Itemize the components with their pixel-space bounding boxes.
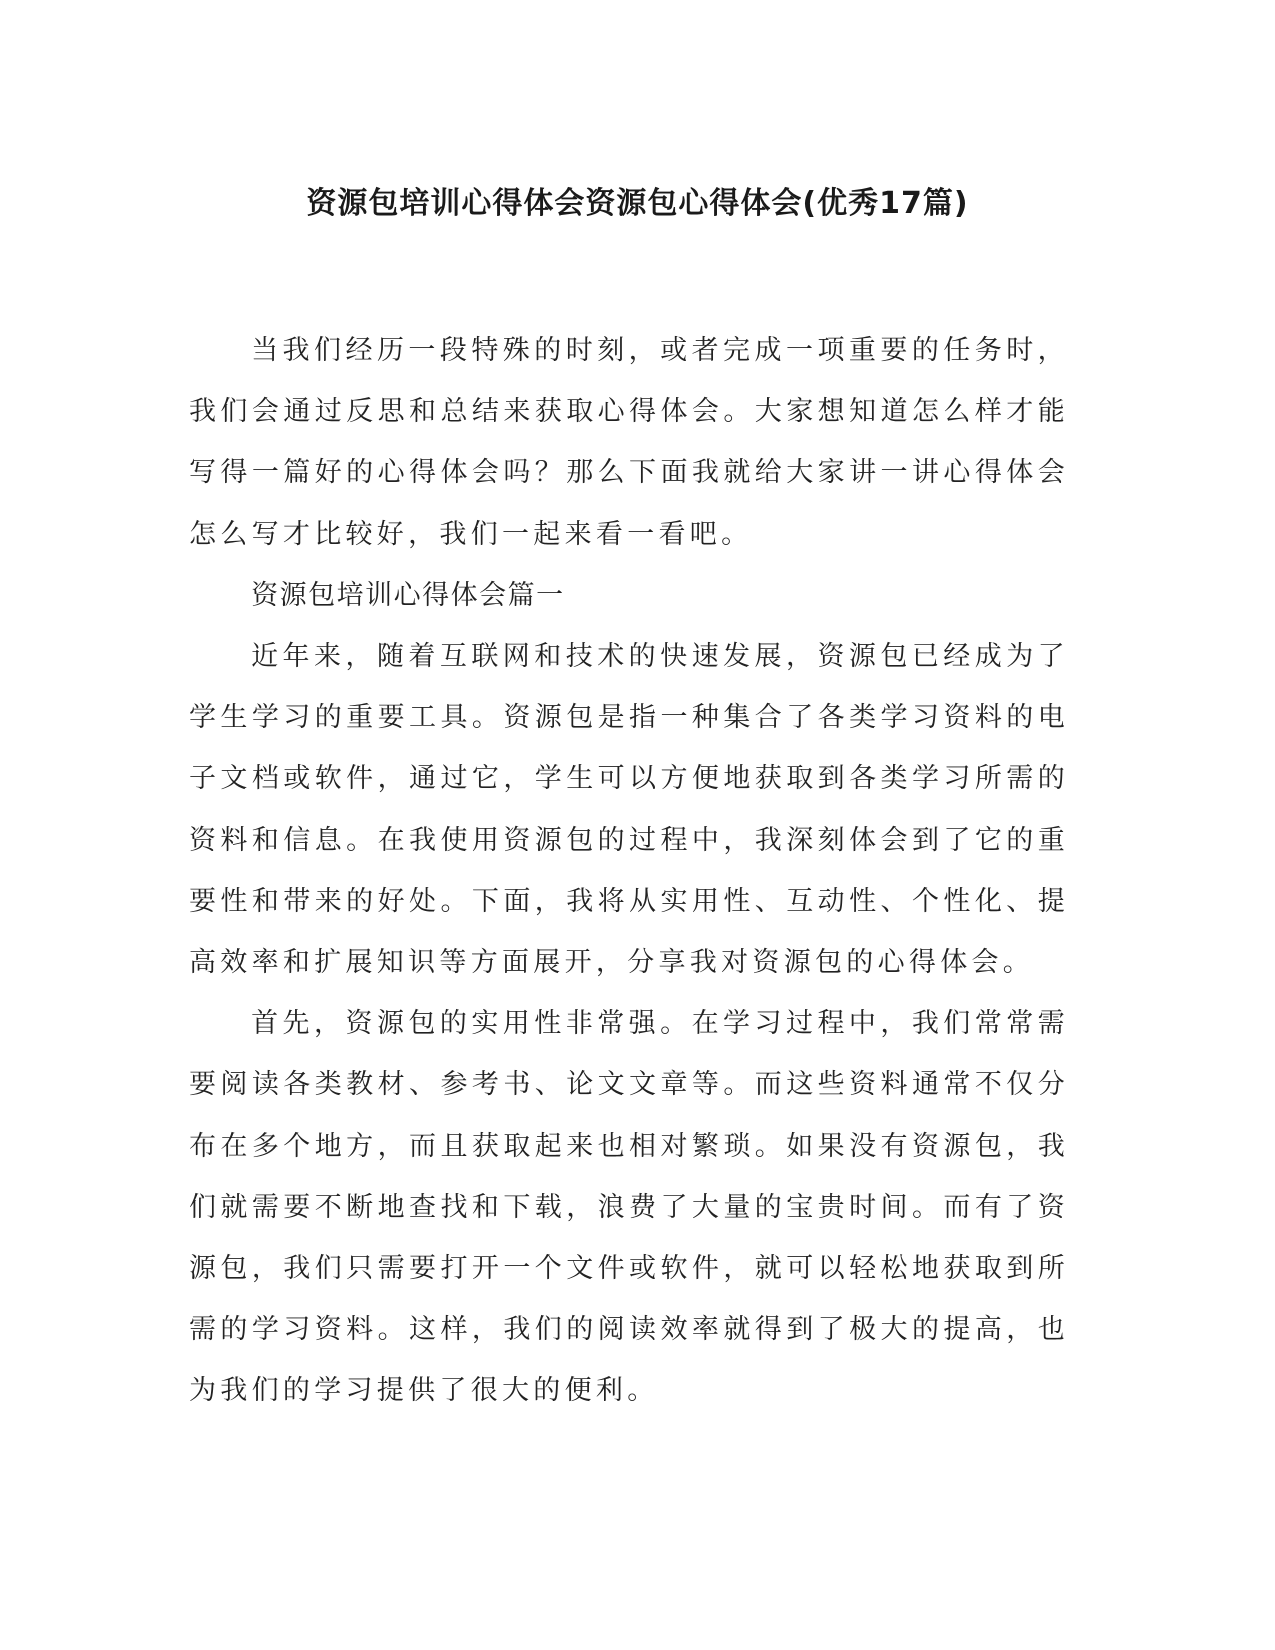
document-body (189, 320, 1069, 1422)
intro-paragraph: 当我们经历一段特殊的时刻，或者完成一项重要的任务时，我们会通过反思和总结来获取心得体会。大家想知道怎么样才能写得一篇好的心得体会吗？那么下面我就给大家讲一讲心得体会怎么写才比较好，我们一起来看一看吧。 (189, 335, 1069, 550)
body-paragraph: 近年来，随着互联网和技术的快速发展，资源包已经成为了学生学习的重要工具。资源包是指一种集合了各类学习资料的电子文档或软件，通过它，学生可以方便地获取到各类学习所需的资料和信息。在我使用资源包的过程中，我深刻体会到了它的重要性和带来的好处。下面，我将从实用性、互动性、个性化、提高效率和扩展知识等方面展开，分享我对资源包的心得体会。 (189, 641, 1069, 979)
body-paragraph: 首先，资源包的实用性非常强。在学习过程中，我们常常需要阅读各类教材、参考书、论文文章等。而这些资料通常不仅分布在多个地方，而且获取起来也相对繁琐。如果没有资源包，我们就需要不断地查找和下载，浪费了大量的宝贵时间。而有了资源包，我们只需要打开一个文件或软件，就可以轻松地获取到所需的学习资料。这样，我们的阅读效率就得到了极大的提高，也为我们的学习提供了很大的便利。 (189, 1008, 1069, 1407)
document-title: 资源包培训心得体会资源包心得体会(优秀17篇) (306, 186, 969, 221)
section-heading: 资源包培训心得体会篇一 (251, 579, 565, 611)
